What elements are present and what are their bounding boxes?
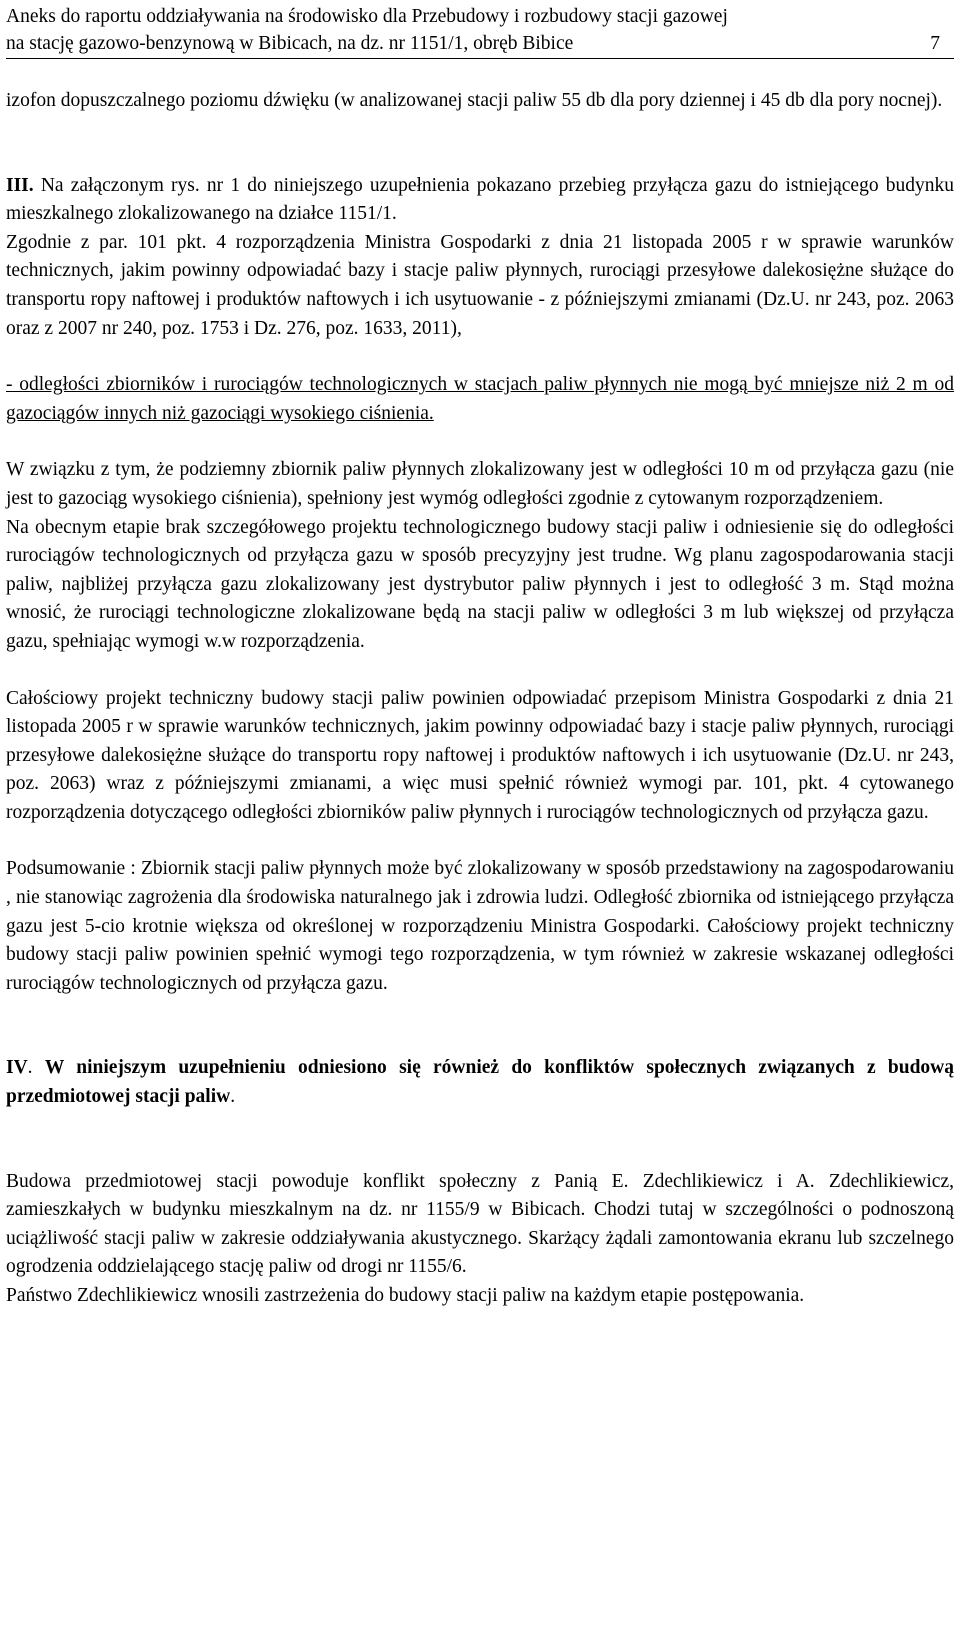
document-page [6, 0, 954, 1311]
section-iv-numeral: IV [6, 1057, 28, 1079]
header-title-line2 [6, 30, 954, 59]
header-title-line1: Aneks do raportu oddziaływania na środowisko dla Przebudowy i rozbudowy stacji gazowej [6, 6, 728, 27]
section-iv-dot: . [27, 1057, 45, 1079]
section-iv-title: W niniejszym uzupełnieniu odniesiono się również do konfliktów społecznych związanych z budową przedmiotowej stacji paliw [6, 1057, 954, 1108]
paragraph-complete-design: Całościowy projekt techniczny budowy stacji paliw powinien odpowiadać przepisom Ministra Gospodarki z dnia 21 listopada 2005 r w sprawie warunków technicznych, jakim powinny odpowiadać bazy i stacje paliw płynnych, rurociągi przesyłowe dalekosiężne służące do transportu ropy naftowej i produktów naftowych i ich usytuowanie (Dz.U. nr 243, poz. 2063) wraz z późniejszymi zmianami, a więc musi spełnić również wymogi par. 101, pkt. 4 cytowanego rozporządzenia dotyczącego odległości zbiorników paliw płynnych i rurociągów technologicznych od przyłącza gazu. [6, 687, 954, 823]
paragraph-distance-compliance: W związku z tym, że podziemny zbiornik paliw płynnych zlokalizowany jest w odległości 10 m od przyłącza gazu (nie jest to gazociąg wysokiego ciśnienia), spełniony jest wymóg odległości zgodnie z cytowanym rozporządzeniem. [6, 459, 954, 509]
section-iv-end: . [230, 1086, 236, 1108]
paragraph-summary: Podsumowanie : Zbiornik stacji paliw płynnych może być zlokalizowany w sposób przedstawiony na zagospodarowaniu , nie stanowiąc zagrożenia dla środowiska naturalnego jak i zdrowia ludzi. Odległość zbiornika od istniejącego przyłącza gazu jest 5-cio krotnie większa od określonej w rozporządzeniu Ministra Gospodarki. Całościowy projekt techniczny budowy stacji paliw powinien spełnić wymogi tego rozporządzenia, w tym również w zakresie wskazanej odległości rurociągów technologicznych od przyłącza gazu. [6, 858, 954, 994]
paragraph-social-conflict: Budowa przedmiotowej stacji powoduje konflikt społeczny z Panią E. Zdechlikiewicz i A. Zdechlikiewicz, zamieszkałych w budynku mieszkalnym na dz. nr 1155/9 w Bibicach. Chodzi tutaj w szczególności o podnoszoną uciążliwość stacji paliw w zakresie oddziaływania akustycznego. Skarżący żądali zamontowania ekranu lub szczelnego ogrodzenia oddzielającego stację paliw od drogi nr 1155/6. [6, 1170, 954, 1278]
section-iii-paragraph [6, 172, 954, 229]
regulation-quote: - odległości zbiorników i rurociągów technologicznych w stacjach paliw płynnych nie mogą być mniejsze niż 2 m od gazociągów innych niż gazociągi wysokiego ciśnienia. [6, 374, 954, 424]
paragraph-design-stage: Na obecnym etapie brak szczegółowego projektu technologicznego budowy stacji paliw i odniesienie się do odległości rurociągów technologicznych od przyłącza gazu w sposób precyzyjny jest trudne. Wg planu zagospodarowania stacji paliw, najbliżej przyłącza gazu zlokalizowany jest dystrybutor paliw płynnych i jest to odległość 3 m. Stąd można wnosić, że rurociągi technologiczne zlokalizowane będą na stacji paliw w odległości 3 m lub większej od przyłącza gazu, spełniając wymogi w.w rozporządzenia. [6, 516, 954, 652]
page-header [6, 3, 954, 59]
page-number: 7 [930, 33, 940, 54]
section-iii-text: Na załączonym rys. nr 1 do niniejszego uzupełnienia pokazano przebieg przyłącza gazu do istniejącego budynku mieszkalnego zlokalizowanego na działce 1151/1. [6, 174, 954, 225]
paragraph-objections: Państwo Zdechlikiewicz wnosili zastrzeżenia do budowy stacji paliw na każdym etapie postępowania. [6, 1285, 805, 1306]
section-iv-heading [6, 1054, 954, 1111]
paragraph-izofon: izofon dopuszczalnego poziomu dźwięku (w analizowanej stacji paliw 55 db dla pory dziennej i 45 db dla pory nocnej). [6, 90, 943, 111]
section-iii-numeral: III. [6, 174, 34, 196]
header-title-line2-text: na stację gazowo-benzynową w Bibicach, na dz. nr 1151/1, obręb Bibice [6, 33, 574, 54]
regulation-reference-paragraph: Zgodnie z par. 101 pkt. 4 rozporządzenia Ministra Gospodarki z dnia 21 listopada 2005 r w sprawie warunków technicznych, jakim powinny odpowiadać bazy i stacje paliw płynnych, rurociągi przesyłowe dalekosiężne służące do transportu ropy naftowej i produktów naftowych i ich usytuowanie - z późniejszymi zmianami (Dz.U. nr 243, poz. 2063 oraz z 2007 nr 240, poz. 1753 i Dz. 276, poz. 1633, 2011), [6, 231, 954, 339]
